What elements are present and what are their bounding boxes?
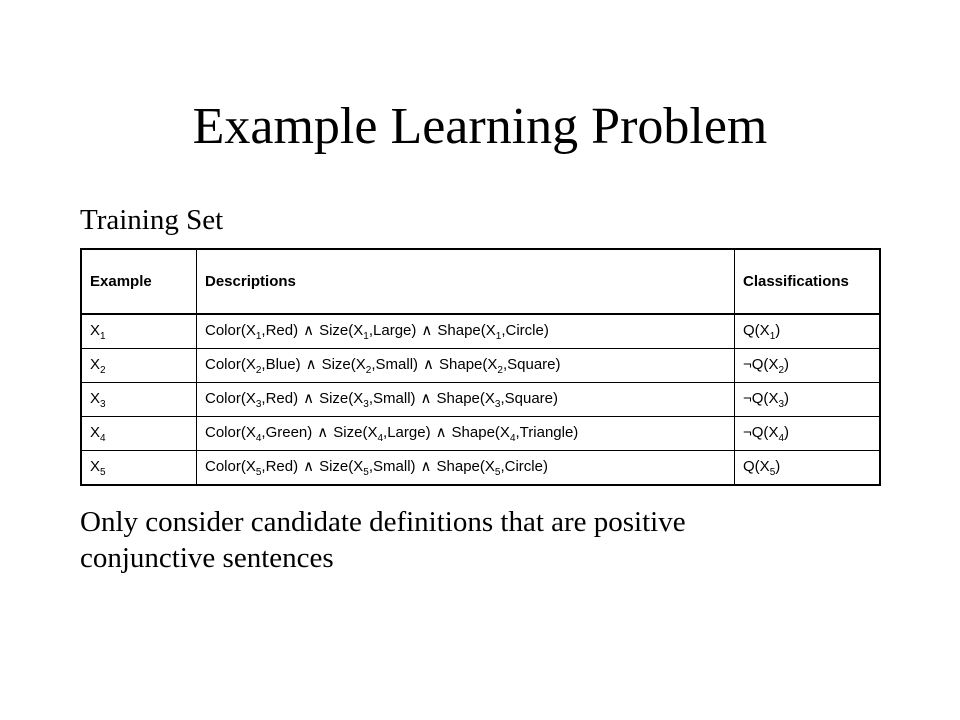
conjunction-symbol: ∧	[435, 424, 447, 441]
conjunction-symbol: ∧	[423, 356, 435, 373]
training-set-table	[80, 248, 881, 486]
conjunction-symbol: ∧	[303, 322, 315, 339]
header-example: Example	[81, 249, 197, 314]
training-set-label: Training Set	[80, 204, 224, 236]
table-header-row	[81, 249, 880, 314]
classification-cell: $Q(X_5)$	[735, 451, 881, 486]
conjunction-symbol: ∧	[317, 424, 329, 441]
header-classifications: Classifications	[735, 249, 881, 314]
slide-title: Example Learning Problem	[192, 98, 768, 155]
table-row	[81, 349, 880, 383]
table-row	[81, 417, 880, 451]
example-cell: $X_4$	[81, 417, 197, 451]
header-descriptions: Descriptions	[197, 249, 735, 314]
description-term: $Size(X_1,Large)$	[319, 322, 417, 342]
conjunction-symbol: ∧	[420, 458, 432, 475]
example-cell: $X_5$	[81, 451, 197, 486]
conjunction-symbol: ∧	[303, 390, 315, 407]
description-term: $Shape(X_5,Circle)$	[436, 458, 548, 478]
classification-cell: $\neg Q(X_2)$	[735, 349, 881, 383]
classification-cell: $\neg Q(X_4)$	[735, 417, 881, 451]
description-term: $Color(X_4,Green)$	[205, 424, 313, 444]
description-term: $Shape(X_3,Square)$	[436, 390, 559, 410]
conjunction-symbol: ∧	[303, 458, 315, 475]
table-row	[81, 383, 880, 417]
table-row	[81, 314, 880, 349]
conjunction-symbol: ∧	[305, 356, 317, 373]
description-cell	[197, 349, 735, 383]
example-cell: $X_3$	[81, 383, 197, 417]
description-term: $Shape(X_2,Square)$	[439, 356, 561, 376]
example-cell: $X_2$	[81, 349, 197, 383]
description-cell	[197, 417, 735, 451]
description-term: $Color(X_5,Red)$	[205, 458, 299, 478]
description-term: $Color(X_1,Red)$	[205, 322, 299, 342]
slide-note: Only consider candidate definitions that are positive conjunctive sentences	[80, 506, 686, 574]
description-term: $Color(X_3,Red)$	[205, 390, 299, 410]
description-cell	[197, 383, 735, 417]
classification-cell: $Q(X_1)$	[735, 314, 881, 349]
description-term: $Size(X_3,Small)$	[319, 390, 416, 410]
conjunction-symbol: ∧	[420, 390, 432, 407]
table-row	[81, 451, 880, 486]
example-cell: $X_1$	[81, 314, 197, 349]
classification-cell: $\neg Q(X_3)$	[735, 383, 881, 417]
conjunction-symbol: ∧	[421, 322, 433, 339]
description-term: $Shape(X_1,Circle)$	[437, 322, 549, 342]
description-term: $Size(X_4,Large)$	[333, 424, 431, 444]
description-cell	[197, 451, 735, 486]
description-term: $Shape(X_4,Triangle)$	[451, 424, 579, 444]
description-term: $Size(X_5,Small)$	[319, 458, 416, 478]
description-term: $Size(X_2,Small)$	[321, 356, 419, 376]
description-term: $Color(X_2,Blue)$	[205, 356, 301, 376]
description-cell	[197, 314, 735, 349]
